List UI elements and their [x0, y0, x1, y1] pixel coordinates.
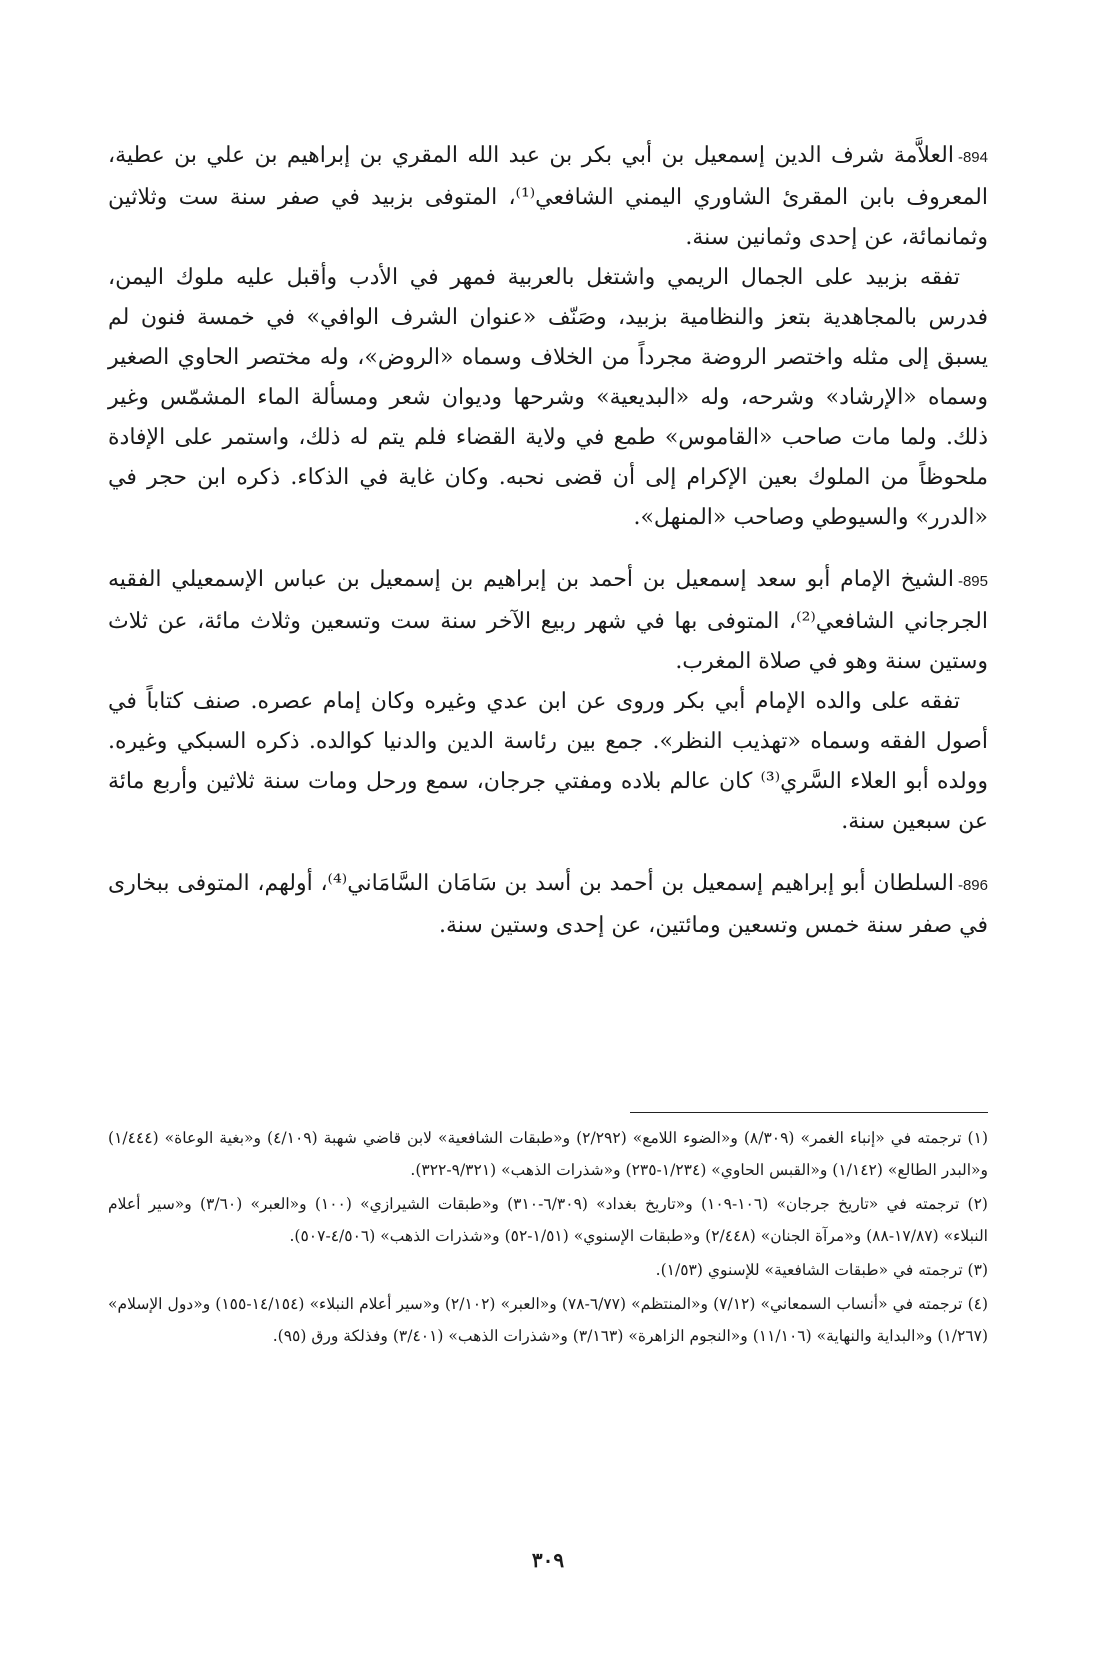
entry-number: 894-	[957, 149, 988, 166]
entry-heading	[108, 864, 988, 946]
entry-number: 896-	[957, 877, 988, 894]
footnote-2: (٢) ترجمته في «تاريخ جرجان» (١٠٦-١٠٩) و«تاريخ بغداد» (٦/٣٠٩-٣١٠) و«طبقات الشيرازي» (١٠٠) و«العبر» (٣/٦٠) و«سير أعلام النبلاء» (١٧/٨٧-٨٨) و«مرآة الجنان» (٢/٤٤٨) و«طبقات الإسنوي» (١/٥١-٥٢) و«شذرات الذهب» (٤/٥٠٦-٥٠٧).	[108, 1195, 988, 1245]
main-text	[108, 136, 988, 968]
footnote-1: (١) ترجمته في «إنباء الغمر» (٨/٣٠٩) و«الضوء اللامع» (٢/٢٩٢) و«طبقات الشافعية» لابن قاضي شهبة (٤/١٠٩) و«بغية الوعاة» (١/٤٤٤) و«البدر الطالع» (١/١٤٢) و«القبس الحاوي» (١/٢٣٤-٢٣٥) و«شذرات الذهب» (٩/٣٢١-٣٢٢).	[108, 1129, 988, 1179]
entry-896	[108, 864, 988, 946]
entry-heading-text: السلطان أبو إبراهيم إسمعيل بن أحمد بن أسد بن سَامَان السَّامَاني⁽⁴⁾، أولهم، المتوفى ببخارى في صفر سنة خمس وتسعين ومائتين، عن إحدى وستين سنة.	[108, 871, 988, 938]
footnotes	[108, 1122, 988, 1354]
entry-number: 895-	[957, 573, 988, 590]
entry-heading-text: الشيخ الإمام أبو سعد إسمعيل بن أحمد بن إبراهيم بن إسمعيل بن عباس الإسمعيلي الفقيه الجرجاني الشافعي⁽²⁾، المتوفى بها في شهر ربيع الآخر سنة ست وتسعين وثلاث مائة، عن ثلاث وستين سنة وهو في صلاة المغرب.	[108, 567, 988, 674]
entry-body: تفقه على والده الإمام أبي بكر وروى عن ابن عدي وغيره وكان إمام عصره. صنف كتاباً في أصول الفقه وسماه «تهذيب النظر». جمع بين رئاسة الدين والدنيا كوالده. ذكره السبكي وغيره. وولده أبو العلاء السَّري⁽³⁾ كان عالم بلاده ومفتي جرجان، سمع ورحل ومات سنة ثلاثين وأربع مائة عن سبعين سنة.	[108, 689, 988, 834]
entry-body: تفقه بزبيد على الجمال الريمي واشتغل بالعربية فمهر في الأدب وأقبل عليه ملوك اليمن، فدرس بالمجاهدية بتعز والنظامية بزبيد، وصَنّف «عنوان الشرف الوافي» في خمسة فنون لم يسبق إلى مثله واختصر الروضة مجرداً من الخلاف وسماه «الروض»، وله مختصر الحاوي الصغير وسماه «الإرشاد» وشرحه، وله «البديعية» وشرحها وديوان شعر ومسألة الماء المشمّس وغير ذلك. ولما مات صاحب «القاموس» طمع في ولاية القضاء فلم يتم له ذلك، واستمر على الإفادة ملحوظاً من الملوك بعين الإكرام إلى أن قضى نحبه. وكان غاية في الذكاء. ذكره ابن حجر في «الدرر» والسيوطي وصاحب «المنهل».	[108, 265, 988, 530]
entry-heading	[108, 560, 988, 682]
page-number: ٣٠٩	[531, 1548, 565, 1572]
footnote-4: (٤) ترجمته في «أنساب السمعاني» (٧/١٢) و«المنتظم» (٦/٧٧-٧٨) و«العبر» (٢/١٠٢) و«سير أعلام النبلاء» (١٤/١٥٤-١٥٥) و«دول الإسلام» (١/٢٦٧) و«البداية والنهاية» (١١/١٠٦) و«النجوم الزاهرة» (٣/١٦٣) و«شذرات الذهب» (٣/٤٠١) وفذلكة ورق (٩٥).	[108, 1295, 989, 1345]
footnote-divider	[630, 1112, 988, 1113]
entry-895	[108, 560, 988, 842]
footnote-3: (٣) ترجمته في «طبقات الشافعية» للإسنوي (١/٥٣).	[655, 1261, 988, 1279]
entry-894	[108, 136, 988, 538]
entry-heading-text: العلاَّمة شرف الدين إسمعيل بن أبي بكر بن عبد الله المقري بن إبراهيم بن علي بن عطية، المعروف بابن المقرئ الشاوري اليمني الشافعي⁽¹⁾، المتوفى بزبيد في صفر سنة ست وثلاثين وثمانمائة، عن إحدى وثمانين سنة.	[108, 143, 988, 250]
entry-heading	[108, 136, 988, 258]
